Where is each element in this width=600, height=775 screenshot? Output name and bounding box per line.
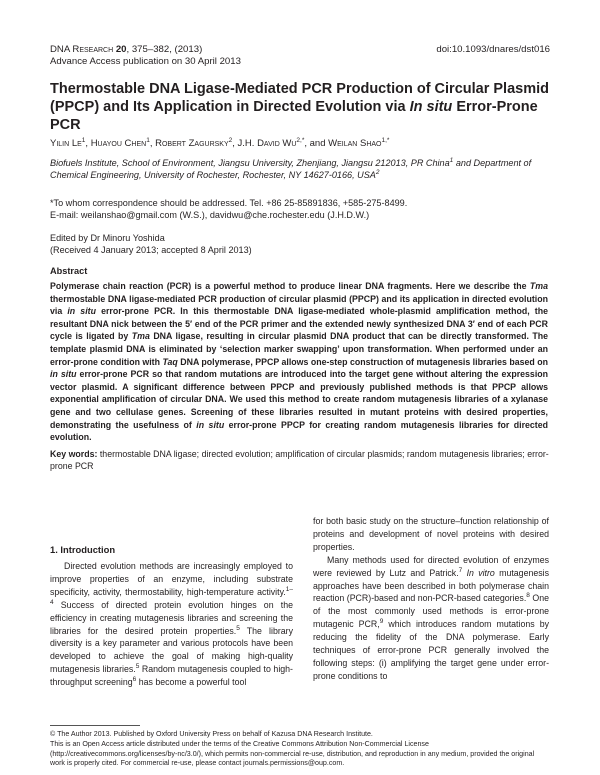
journal-name-smallcaps: esearch [79,44,114,55]
author-name: Robert Zagursky [155,138,229,149]
affiliations: Biofuels Institute, School of Environment, Jiangsu University, Zhenjiang, Jiangsu 212013, PR China$^1$ and Department of Chemical Engineering, University of Rochester, Rochester, NY 14627-0166, USA$^2$ [50,156,532,181]
footer-divider [50,725,140,726]
keywords-list: thermostable DNA ligase; directed evolution; amplification of circular plasmids; random mutagenesis libraries; error-prone PCR [50,449,549,472]
page-range: , 375–382, (2013) [126,44,203,55]
doi-link[interactable]: doi:10.1093/dnares/dst016 [436,44,550,55]
article-title: Thermostable DNA Ligase-Mediated PCR Production of Circular Plasmid (PPCP) and Its Application in Directed Evolution via In situ Error-Prone PCR [50,81,549,133]
section-heading-introduction: 1. Introduction [50,544,116,555]
author-name: Yilin Le [50,138,82,149]
abstract-text: Polymerase chain reaction (PCR) is a powerful method to produce linear DNA fragments. Here we describe the Tma thermostable DNA ligase-mediated PCR production of circular plasmid (PPCP) and its application in directed evolution via in situ error-prone PCR. In this thermostable DNA ligase-mediated whole-plasmid amplification method, the resultant DNA nick between the 5′ end of the PCR primer and the extended newly synthesized DNA 3′ end of each PCR cycle is ligated by Tma DNA ligase, resulting in circular plasmid DNA product that can be directly transformed. The template plasmid DNA is eliminated by ‘selection marker swapping’ upon transformation. When performed under an error-prone condition with Taq DNA polymerase, PPCP allows one-step construction of mutagenesis libraries based on in situ error-prone PCR so that random mutations are introduced into the target gene without altering the expression vector plasmid. A significant difference between PPCP and previously published methods is that PPCP allows exponential amplification of circular DNA. We used this method to create random mutagenesis libraries of a xylanase gene and two cellulase genes. Screening of these libraries resulted in mutant proteins with desired properties, demonstrating the usefulness of in situ error-prone PPCP for creating random mutagenesis libraries for directed evolution. [50,281,549,443]
author-list: Yilin Le$^1$, Huayou Chen$^1$, Robert Zagursky$^2$, J.H. David $Wu^{2,*}$, and Weilan Shao$^{1,*}$ [50,136,390,149]
advance-access-line: Advance Access publication on 30 April 2013 [50,56,241,67]
intro-column-right [313,515,549,683]
running-header-citation [50,44,202,56]
journal-name: DNA R [50,44,80,55]
received-accepted-dates: (Received 4 January 2013; accepted 8 April 2013) [50,245,252,256]
keywords [50,448,550,473]
abstract-heading: Abstract [50,266,88,276]
correspondence-email[interactable]: E-mail: weilanshao@gmail.com (W.S.), davidwu@che.rochester.edu (J.H.D.W.) [50,210,370,221]
volume-number: 20 [115,44,127,55]
copyright-footer [50,730,550,769]
paragraph: for both basic study on the structure–function relationship of proteins and development of novel proteins with desired properties. [313,516,549,552]
editor-info [50,232,570,257]
correspondence-phone: *To whom correspondence should be addressed. Tel. +86 25-85891836, +585-275-8499. [50,198,408,208]
author-name: J.H. David Wu [237,138,297,149]
copyright-line: © The Author 2013. Published by Oxford University Press on behalf of Kazusa DNA Research Institute. [50,730,373,738]
license-text: This is an Open Access article distributed under the terms of the Creative Commons Attribution Non-Commercial License (http://creativecommons.org/licenses/by-nc/3.0/), which permits non-commercial re-use, distribution, and reproduction in any medium, provided the original work is properly cited. For commercial re-use, please contact journals.permissions@oup.com. [50,739,535,768]
edited-by: Edited by Dr Minoru Yoshida [50,233,165,243]
correspondence-note [50,197,570,222]
intro-column-left: Directed evolution methods are increasingly employed to improve properties of an enzyme, including substrate specificity, activity, thermostability, high-temperature activity.$^{1-4}$ Success of directed protein evolution hinges on the efficiency in creating mutagenesis libraries and screening the libraries for the desired protein properties.$^5$ The library diversity is a key parameter and various protocols have been developed to achieve the goal of making high-quality mutagenesis libraries.$^5$ Random mutagenesis coupled to high-throughput screening$^6$ has become a powerful tool [50,561,293,688]
author-name: Huayou Chen [90,138,147,149]
keywords-label: Key words: [50,449,98,459]
author-name: Weilan Shao [328,138,382,149]
paragraph: Many methods used for directed evolution of enzymes were reviewed by Lutz and Patrick.$^7$ In vitro mutagenesis approaches have been described in both polymerase chain reaction (PCR)-based and non-PCR-based categories.$^8$ One of the most commonly used methods is error-prone mutagenic PCR,$^9$ which introduces random mutations by reducing the fidelity of the DNA polymerase. Early techniques of error-prone PCR generally involved the following steps: (i) amplifying the target gene under error-prone conditions to [313,554,549,681]
